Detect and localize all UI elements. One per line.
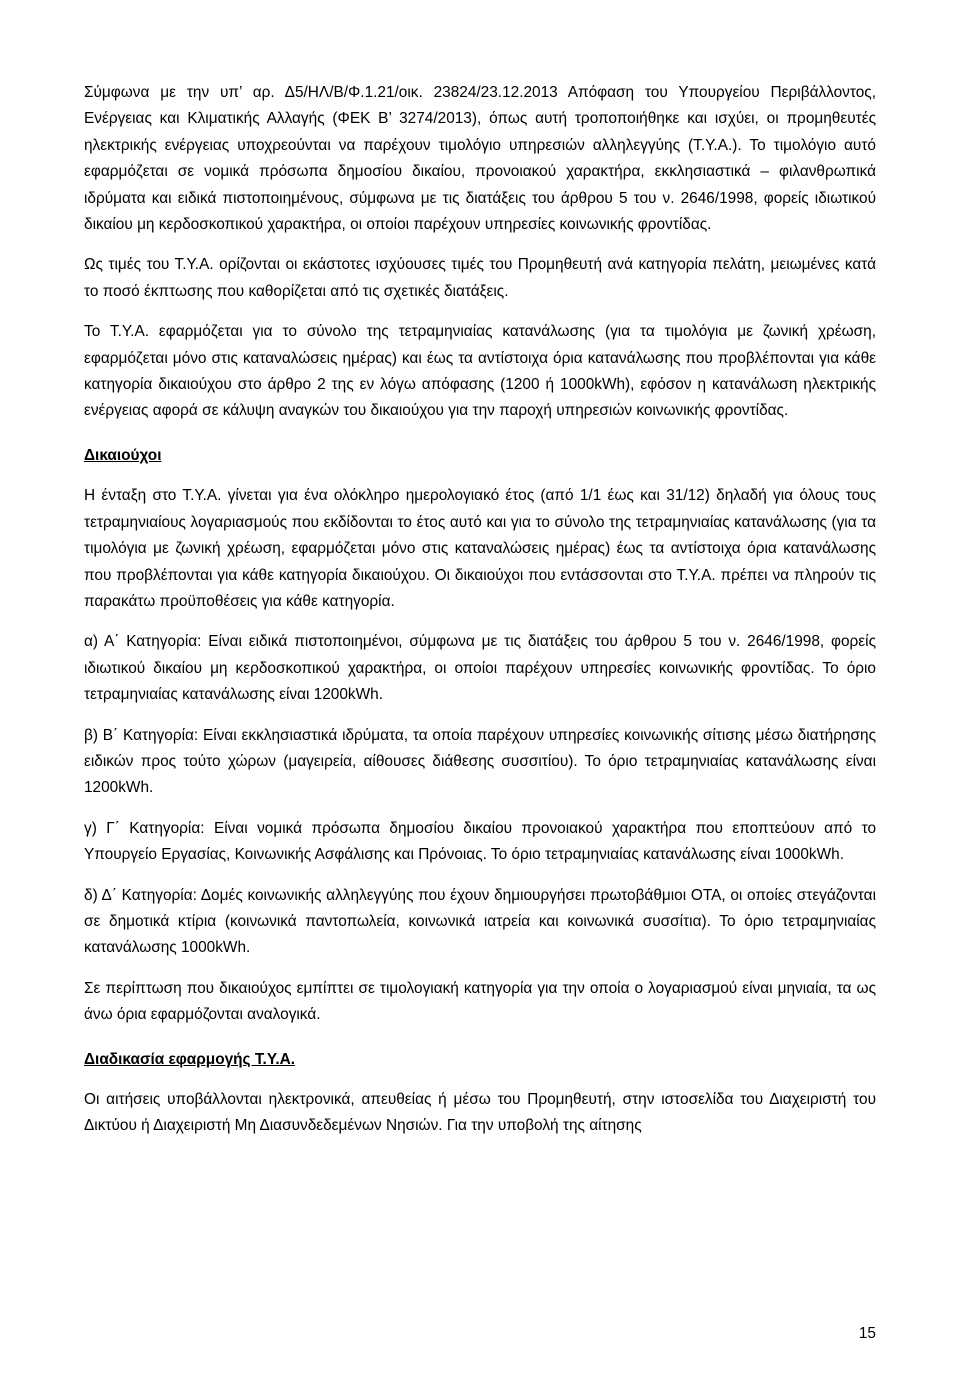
category-b-paragraph: β) Β΄ Κατηγορία: Είναι εκκλησιαστικά ιδρύματα, τα οποία παρέχουν υπηρεσίες κοινωνικής σίτισης μέσω διατήρησης ειδικών προς τούτο χώρων (μαγειρεία, αίθουσες διάθεσης συσσιτίου). Το όριο τετραμηνιαίας κατανάλωσης είναι 1200kWh. [84,726,876,797]
procedure-heading: Διαδικασία εφαρμογής Τ.Υ.Α. [84,1050,296,1068]
page-number: 15 [858,1325,876,1342]
category-c-paragraph: γ) Γ΄ Κατηγορία: Είναι νομικά πρόσωπα δημοσίου δικαίου προνοιακού χαρακτήρα που εποπτεύουν από το Υπουργείο Εργασίας, Κοινωνικής Ασφάλισης και Πρόνοιας. Το όριο τετραμηνιαίας κατανάλωσης είναι 1000kWh. [84,819,876,864]
inclusion-paragraph: Η ένταξη στο Τ.Υ.Α. γίνεται για ένα ολόκληρο ημερολογιακό έτος (από 1/1 έως και 31/12) δηλαδή για όλους τους τετραμηνιαίους λογαριασμούς που εκδίδονται το έτος αυτό και για το σύνολο της τετραμηνιαίας κατανάλωσης (για τα τιμολόγια με ζωνική χρέωση, εφαρμόζεται μόνο στις καταναλώσεις ημέρας) έως τα αντίστοιχα όρια κατανάλωσης που προβλέπονται για κάθε κατηγορία δικαιούχου. Οι δικαιούχοι που εντάσσονται στο Τ.Υ.Α. πρέπει να πληρούν τις παρακάτω προϋποθέσεις για κάθε κατηγορία. [84,487,876,610]
category-a-paragraph: α) Α΄ Κατηγορία: Είναι ειδικά πιστοποιημένοι, σύμφωνα με τις διατάξεις του άρθρου 5 του ν. 2646/1998, φορείς ιδιωτικού δικαίου μη κερδοσκοπικού χαρακτήρα, οι οποίοι παρέχουν υπηρεσίες κοινωνικής φροντίδας. Το όριο τετραμηνιαίας κατανάλωσης είναι 1200kWh. [84,633,876,704]
monthly-note-paragraph: Σε περίπτωση που δικαιούχος εμπίπτει σε τιμολογιακή κατηγορία για την οποία ο λογαριασμού είναι μηνιαία, τα ως άνω όρια εφαρμόζονται αναλογικά. [84,979,876,1024]
application-paragraph: Το Τ.Υ.Α. εφαρμόζεται για το σύνολο της τετραμηνιαίας κατανάλωσης (για τα τιμολόγια με ζωνική χρέωση, εφαρμόζεται μόνο στις καταναλώσεις ημέρας) και έως τα αντίστοιχα όρια κατανάλωσης που προβλέπονται για κάθε κατηγορία δικαιούχου στο άρθρο 2 της εν λόγω απόφασης (1200 ή 1000kWh), εφόσον η κατανάλωση ηλεκτρικής ενέργειας αφορά σε κάλυψη αναγκών του δικαιούχου για την παροχή υπηρεσιών κοινωνικής φροντίδας. [84,323,876,420]
prices-paragraph: Ως τιμές του Τ.Υ.Α. ορίζονται οι εκάστοτες ισχύουσες τιμές του Προμηθευτή ανά κατηγορία πελάτη, μειωμένες κατά το ποσό έκπτωσης που καθορίζεται από τις σχετικές διατάξεις. [84,256,876,300]
intro-paragraph: Σύμφωνα με την υπ’ αρ. Δ5/ΗΛ/Β/Φ.1.21/οικ. 23824/23.12.2013 Απόφαση του Υπουργείου Περιβάλλοντος, Ενέργειας και Κλιματικής Αλλαγής (ΦΕΚ Β’ 3274/2013), όπως αυτή τροποποιήθηκε και ισχύει, οι προμηθευτές ηλεκτρικής ενέργειας υποχρεούνται να παρέχουν τιμολόγιο υπηρεσιών αλληλεγγύης (Τ.Υ.Α.). Το τιμολόγιο αυτό εφαρμόζεται σε νομικά πρόσωπα δημοσίου δικαίου, προνοιακού χαρακτήρα, εκκλησιαστικά – φιλανθρωπικά ιδρύματα και ειδικά πιστοποιημένους, σύμφωνα με τις διατάξεις του άρθρου 5 του ν. 2646/1998, φορείς ιδιωτικού δικαίου μη κερδοσκοπικού χαρακτήρα, οι οποίοι παρέχουν υπηρεσίες κοινωνικής φροντίδας. [84,84,876,234]
document-body [84,80,876,1154]
beneficiaries-heading: Δικαιούχοι [84,446,162,464]
category-d-paragraph: δ) Δ΄ Κατηγορία: Δομές κοινωνικής αλληλεγγύης που έχουν δημιουργήσει πρωτοβάθμιοι ΟΤΑ, οι οποίες στεγάζονται σε δημοτικά κτίρια (κοινωνικά παντοπωλεία, κοινωνικά ιατρεία και κοινωνικά συσσίτια). Το όριο τετραμηνιαίας κατανάλωσης 1000kWh. [84,886,876,957]
procedure-paragraph: Οι αιτήσεις υποβάλλονται ηλεκτρονικά, απευθείας ή μέσω του Προμηθευτή, στην ιστοσελίδα του Διαχειριστή του Δικτύου ή Διαχειριστή Μη Διασυνδεδεμένων Νησιών. Για την υποβολή της αίτησης [84,1091,876,1135]
